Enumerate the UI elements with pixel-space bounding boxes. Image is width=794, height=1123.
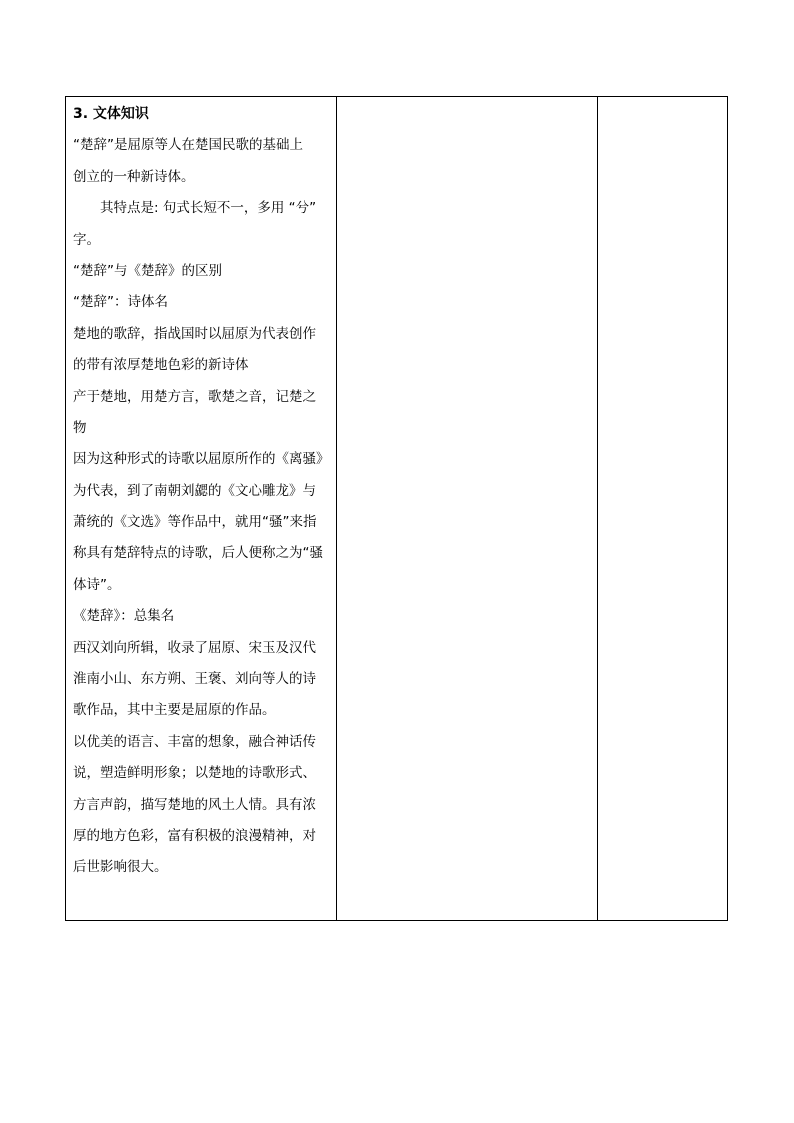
section-heading: 3. 文体知识 (73, 106, 149, 122)
text-line: 厚的地方色彩，富有积极的浪漫精神，对 (73, 827, 316, 844)
text-line: 物 (73, 419, 87, 436)
text-line: “楚辞”与《楚辞》的区别 (73, 262, 222, 279)
middle-column (336, 97, 598, 920)
text-line: 产于楚地，用楚方言，歌楚之音，记楚之 (73, 388, 316, 405)
right-column (597, 97, 727, 920)
text-line: “楚辞”是屈原等人在楚国民歌的基础上 (73, 137, 303, 154)
text-line: 其特点是: 句式长短不一，多用 “兮” (100, 200, 317, 217)
text-line: 的带有浓厚楚地色彩的新诗体 (73, 357, 249, 374)
text-line: 方言声韵，描写楚地的风土人情。具有浓 (73, 796, 316, 813)
lesson-table (65, 96, 728, 921)
text-line: 萧统的《文选》等作品中，就用“骚”来指 (73, 514, 317, 531)
text-line: 以优美的语言、丰富的想象，融合神话传 (73, 733, 316, 750)
text-line: 体诗”。 (73, 576, 121, 593)
text-line: 楚地的歌辞，指战国时以屈原为代表创作 (73, 325, 316, 342)
text-line: 后世影响很大。 (73, 859, 168, 876)
content-column (66, 97, 337, 920)
text-line: 字。 (73, 231, 100, 248)
text-line: 说，塑造鲜明形象；以楚地的诗歌形式、 (73, 765, 316, 782)
text-line: 为代表，到了南朝刘勰的《文心雕龙》与 (73, 482, 316, 499)
text-line: 创立的一种新诗体。 (73, 168, 195, 185)
text-line: 称具有楚辞特点的诗歌，后人便称之为“骚 (73, 545, 323, 562)
text-line: 因为这种形式的诗歌以屈原所作的《离骚》 (73, 451, 330, 468)
text-line: 歌作品，其中主要是屈原的作品。 (73, 702, 276, 719)
content-text-block (73, 99, 331, 884)
text-line: 《楚辞》：总集名 (73, 608, 175, 625)
text-line: 淮南小山、东方朔、王褒、刘向等人的诗 (73, 671, 316, 688)
text-line: “楚辞”：诗体名 (73, 294, 168, 311)
text-line: 西汉刘向所辑，收录了屈原、宋玉及汉代 (73, 639, 316, 656)
